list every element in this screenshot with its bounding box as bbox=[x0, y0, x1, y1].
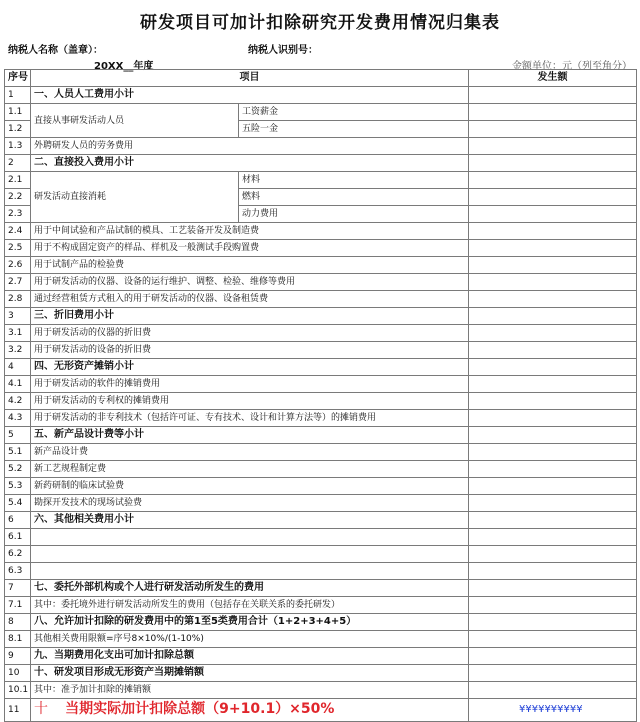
row-no: 6 bbox=[5, 512, 31, 529]
amount-cell[interactable] bbox=[469, 563, 637, 580]
amount-cell[interactable] bbox=[469, 376, 637, 393]
amount-cell[interactable] bbox=[469, 546, 637, 563]
table-row bbox=[5, 87, 637, 104]
table-row bbox=[5, 376, 637, 393]
row-item[interactable] bbox=[31, 546, 469, 563]
row-no: 2.3 bbox=[5, 206, 31, 223]
amount-cell[interactable] bbox=[469, 274, 637, 291]
row-no: 1.2 bbox=[5, 121, 31, 138]
table-row bbox=[5, 529, 637, 546]
amount-cell[interactable] bbox=[469, 580, 637, 597]
final-total-prefix: 十 bbox=[34, 701, 48, 717]
row-no: 5.4 bbox=[5, 495, 31, 512]
row-item: 其中：委托境外进行研发活动所发生的费用（包括存在关联关系的委托研发） bbox=[31, 597, 469, 614]
amount-cell[interactable] bbox=[469, 614, 637, 631]
amount-cell[interactable] bbox=[469, 427, 637, 444]
row-no: 7 bbox=[5, 580, 31, 597]
row-item: 用于中间试验和产品试制的模具、工艺装备开发及制造费 bbox=[31, 223, 469, 240]
row-no: 1 bbox=[5, 87, 31, 104]
table-row bbox=[5, 478, 637, 495]
row-item: 用于不构成固定资产的样品、样机及一般测试手段购置费 bbox=[31, 240, 469, 257]
row-no: 4.2 bbox=[5, 393, 31, 410]
row-item: 新药研制的临床试验费 bbox=[31, 478, 469, 495]
amount-cell[interactable] bbox=[469, 478, 637, 495]
row-no: 10 bbox=[5, 665, 31, 682]
table-row bbox=[5, 308, 637, 325]
row-item: 用于研发活动的设备的折旧费 bbox=[31, 342, 469, 359]
amount-cell[interactable] bbox=[469, 206, 637, 223]
table-row bbox=[5, 223, 637, 240]
taxpayer-id-label: 纳税人识别号： bbox=[248, 45, 318, 56]
amount-cell[interactable] bbox=[469, 189, 637, 206]
table-row bbox=[5, 342, 637, 359]
row-no: 3 bbox=[5, 308, 31, 325]
row-item: 其中：准予加计扣除的摊销额 bbox=[31, 682, 469, 699]
table-row bbox=[5, 461, 637, 478]
row-no: 2.1 bbox=[5, 172, 31, 189]
amount-cell[interactable] bbox=[469, 631, 637, 648]
amount-cell[interactable] bbox=[469, 87, 637, 104]
row-subitem: 五险一金 bbox=[239, 121, 469, 138]
row-no: 8.1 bbox=[5, 631, 31, 648]
row-no: 5.3 bbox=[5, 478, 31, 495]
row-no: 5.2 bbox=[5, 461, 31, 478]
row-item: 新工艺规程制定费 bbox=[31, 461, 469, 478]
row-no: 4 bbox=[5, 359, 31, 376]
header-no: 序号 bbox=[5, 70, 31, 87]
final-total-label: 当期实际加计扣除总额（9+10.1）×50% bbox=[65, 701, 335, 717]
row-subitem: 工资薪金 bbox=[239, 104, 469, 121]
table-row bbox=[5, 597, 637, 614]
amount-cell[interactable] bbox=[469, 648, 637, 665]
amount-cell[interactable] bbox=[469, 444, 637, 461]
row-no: 3.1 bbox=[5, 325, 31, 342]
row-no: 4.3 bbox=[5, 410, 31, 427]
row-subitem: 材料 bbox=[239, 172, 469, 189]
header-amount: 发生额 bbox=[469, 70, 637, 87]
row-item: 三、折旧费用小计 bbox=[31, 308, 469, 325]
row-no: 2.5 bbox=[5, 240, 31, 257]
table-row bbox=[5, 172, 637, 189]
row-item: 用于研发活动的仪器、设备的运行维护、调整、检验、维修等费用 bbox=[31, 274, 469, 291]
amount-cell[interactable] bbox=[469, 495, 637, 512]
table-row bbox=[5, 257, 637, 274]
row-no: 1.3 bbox=[5, 138, 31, 155]
amount-cell[interactable] bbox=[469, 291, 637, 308]
table-row bbox=[5, 274, 637, 291]
row-no: 6.2 bbox=[5, 546, 31, 563]
table-row bbox=[5, 444, 637, 461]
table-row bbox=[5, 614, 637, 631]
table-row bbox=[5, 665, 637, 682]
row-no: 2.2 bbox=[5, 189, 31, 206]
row-no: 1.1 bbox=[5, 104, 31, 121]
row-no: 10.1 bbox=[5, 682, 31, 699]
amount-cell[interactable] bbox=[469, 665, 637, 682]
row-no: 4.1 bbox=[5, 376, 31, 393]
row-item: 五、新产品设计费等小计 bbox=[31, 427, 469, 444]
amount-cell[interactable] bbox=[469, 240, 637, 257]
row-item: 七、委托外部机构或个人进行研发活动所发生的费用 bbox=[31, 580, 469, 597]
row-item: 用于研发活动的专利权的摊销费用 bbox=[31, 393, 469, 410]
table-row bbox=[5, 104, 637, 121]
row-item: 其他相关费用限额=序号8×10%/(1-10%) bbox=[31, 631, 469, 648]
row-item: 直接从事研发活动人员 bbox=[31, 104, 239, 138]
amount-cell[interactable] bbox=[469, 257, 637, 274]
row-item: 研发活动直接消耗 bbox=[31, 172, 239, 223]
table-row bbox=[5, 631, 637, 648]
amount-cell[interactable] bbox=[469, 121, 637, 138]
amount-cell[interactable] bbox=[469, 529, 637, 546]
expense-table bbox=[4, 69, 637, 722]
row-no: 9 bbox=[5, 648, 31, 665]
row-item: 一、人员人工费用小计 bbox=[31, 87, 469, 104]
row-no: 2.7 bbox=[5, 274, 31, 291]
row-item[interactable] bbox=[31, 563, 469, 580]
table-row bbox=[5, 546, 637, 563]
row-no: 6.3 bbox=[5, 563, 31, 580]
table-row bbox=[5, 682, 637, 699]
table-header-row bbox=[5, 70, 637, 87]
amount-cell[interactable] bbox=[469, 512, 637, 529]
amount-cell[interactable] bbox=[469, 308, 637, 325]
final-total-row bbox=[5, 699, 637, 722]
amount-cell[interactable] bbox=[469, 172, 637, 189]
table-row bbox=[5, 240, 637, 257]
final-total-item bbox=[31, 699, 469, 722]
table-row bbox=[5, 410, 637, 427]
row-no: 2.6 bbox=[5, 257, 31, 274]
table-row bbox=[5, 325, 637, 342]
table-row bbox=[5, 155, 637, 172]
table-row bbox=[5, 291, 637, 308]
row-no: 6.1 bbox=[5, 529, 31, 546]
table-row bbox=[5, 427, 637, 444]
row-item: 十、研发项目形成无形资产当期摊销额 bbox=[31, 665, 469, 682]
row-no: 8 bbox=[5, 614, 31, 631]
table-row bbox=[5, 495, 637, 512]
row-item[interactable] bbox=[31, 529, 469, 546]
table-row bbox=[5, 563, 637, 580]
amount-cell[interactable] bbox=[469, 155, 637, 172]
amount-cell[interactable] bbox=[469, 597, 637, 614]
row-no: 2 bbox=[5, 155, 31, 172]
page-title: 研发项目可加计扣除研究开发费用情况归集表 bbox=[140, 13, 500, 33]
table-row bbox=[5, 359, 637, 376]
taxpayer-name-label: 纳税人名称（盖章）： bbox=[8, 45, 103, 56]
table-row bbox=[5, 512, 637, 529]
row-item: 九、当期费用化支出可加计扣除总额 bbox=[31, 648, 469, 665]
row-no: 5 bbox=[5, 427, 31, 444]
header-item: 项目 bbox=[31, 70, 469, 87]
row-no: 11 bbox=[5, 699, 31, 722]
row-item: 用于试制产品的检验费 bbox=[31, 257, 469, 274]
row-item: 二、直接投入费用小计 bbox=[31, 155, 469, 172]
row-item: 六、其他相关费用小计 bbox=[31, 512, 469, 529]
row-subitem: 燃料 bbox=[239, 189, 469, 206]
row-no: 2.8 bbox=[5, 291, 31, 308]
final-total-amount: ¥¥¥¥¥¥¥¥¥¥ bbox=[519, 704, 583, 715]
row-item: 通过经营租赁方式租入的用于研发活动的仪器、设备租赁费 bbox=[31, 291, 469, 308]
amount-cell[interactable] bbox=[469, 359, 637, 376]
amount-cell[interactable] bbox=[469, 104, 637, 121]
row-item: 用于研发活动的软件的摊销费用 bbox=[31, 376, 469, 393]
table-row bbox=[5, 580, 637, 597]
amount-cell[interactable] bbox=[469, 410, 637, 427]
row-subitem: 动力费用 bbox=[239, 206, 469, 223]
row-item: 八、允许加计扣除的研发费用中的第1至5类费用合计（1+2+3+4+5） bbox=[31, 614, 469, 631]
amount-cell[interactable] bbox=[469, 342, 637, 359]
row-no: 2.4 bbox=[5, 223, 31, 240]
final-total-amount-cell[interactable] bbox=[469, 699, 637, 722]
table-row bbox=[5, 648, 637, 665]
row-no: 5.1 bbox=[5, 444, 31, 461]
table-row bbox=[5, 393, 637, 410]
amount-cell[interactable] bbox=[469, 682, 637, 699]
amount-cell[interactable] bbox=[469, 325, 637, 342]
year-label: 20XX__年度 bbox=[94, 61, 154, 72]
row-item: 四、无形资产摊销小计 bbox=[31, 359, 469, 376]
amount-cell[interactable] bbox=[469, 461, 637, 478]
unit-label: 金额单位：元（列至角分） bbox=[512, 61, 632, 72]
table-row bbox=[5, 138, 637, 155]
row-no: 3.2 bbox=[5, 342, 31, 359]
row-item: 勘探开发技术的现场试验费 bbox=[31, 495, 469, 512]
row-item: 新产品设计费 bbox=[31, 444, 469, 461]
amount-cell[interactable] bbox=[469, 223, 637, 240]
row-item: 用于研发活动的仪器的折旧费 bbox=[31, 325, 469, 342]
amount-cell[interactable] bbox=[469, 138, 637, 155]
amount-cell[interactable] bbox=[469, 393, 637, 410]
row-item: 外聘研发人员的劳务费用 bbox=[31, 138, 469, 155]
row-no: 7.1 bbox=[5, 597, 31, 614]
row-item: 用于研发活动的非专利技术（包括许可证、专有技术、设计和计算方法等）的摊销费用 bbox=[31, 410, 469, 427]
